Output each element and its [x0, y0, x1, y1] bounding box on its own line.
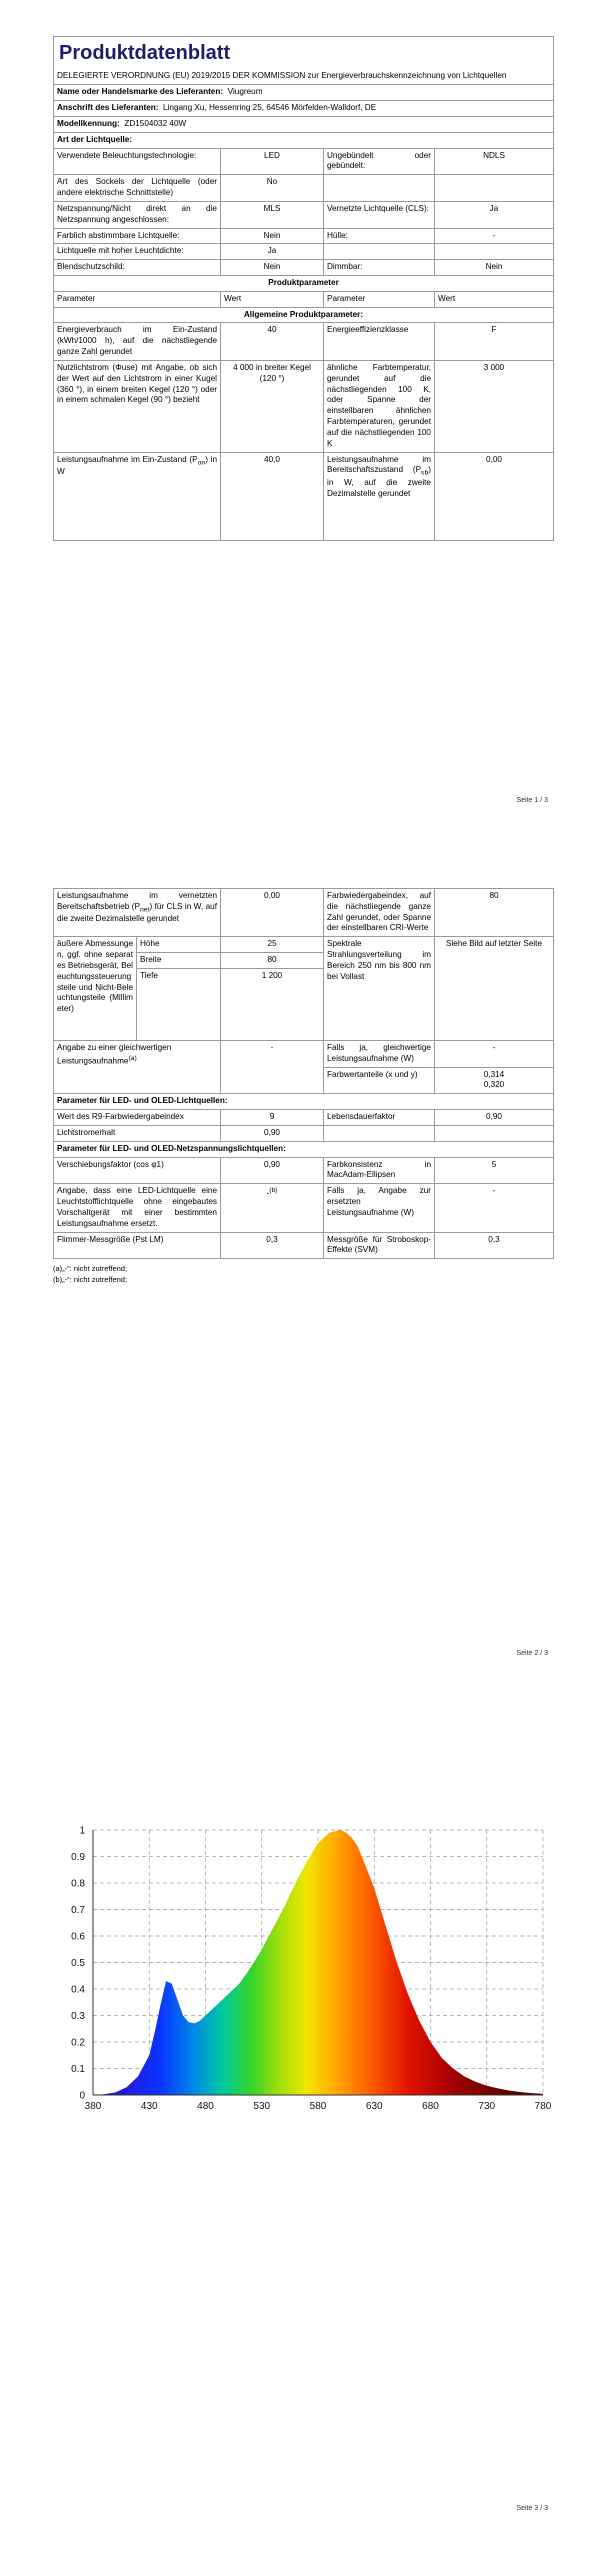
- x-tick-label: 430: [140, 2101, 158, 2112]
- light-source-heading: Art der Lichtquelle:: [54, 132, 554, 148]
- footnote-a: (a)„-“: nicht zutreffend;: [53, 1264, 128, 1274]
- table-row: Angabe zu einer gleichwertigen Leistungsaufnahme$^{(a)}$ - Falls ja, gleichwertige Leistungsaufnahme (W) -: [54, 1040, 554, 1067]
- datasheet-table-1: [53, 36, 554, 541]
- supplier-name: Viugreum: [227, 87, 263, 97]
- table-row: Farbwertanteile (x und y) 0,314 0,320: [54, 1067, 554, 1094]
- supplier-address-row: Anschrift des Lieferanten: Lingang Xu, Hessenring 25, 64546 Mörfelden-Walldorf, DE: [54, 101, 554, 117]
- general-params-heading: Allgemeine Produktparameter:: [54, 307, 554, 323]
- table-row: Flimmer-Messgröße (Pst LM) 0,3 Messgröße für Stroboskop-Effekte (SVM) 0,3: [54, 1232, 554, 1259]
- y-tick-label: 0.9: [71, 1852, 85, 1863]
- table-row: Wert des R9-Farbwiedergabeindex 9 Lebensdauerfaktor 0,90: [54, 1110, 554, 1126]
- y-tick-label: 1: [79, 1825, 85, 1837]
- table-row: Angabe, dass eine LED-Lichtquelle eine Leuchtstofflichtquelle ohne eingebautes Vorschaltgerät mit einer bestimmten Leistungsaufnahme ersetzt. -$^{(b)}$ Falls ja, Angabe zur ersetzten Leistungsaufnahme (W) -: [54, 1184, 554, 1232]
- page-number: Seite 3 / 3: [516, 2505, 548, 2512]
- x-tick-label: 780: [534, 2101, 552, 2112]
- y-tick-label: 0.6: [71, 1931, 85, 1943]
- table-row: Tiefe 1 200: [54, 968, 554, 1040]
- y-tick-label: 0.4: [71, 1984, 85, 1996]
- datasheet-page-2: [53, 888, 553, 1286]
- table-row: Energieverbrauch im Ein-Zustand (kWh/1000 h), auf die nächstliegende ganze Zahl gerundet 40 Energieeffizienzklasse F: [54, 323, 554, 360]
- supplier-name-row: Name oder Handelsmarke des Lieferanten: Viugreum: [54, 85, 554, 101]
- footnote-b: (b)„-“: nicht zutreffend;: [53, 1275, 128, 1285]
- mains-params-heading: Parameter für LED- und OLED-Netzspannungslichtquellen:: [54, 1141, 554, 1157]
- model-row: Modellkennung: ZD1504032 40W: [54, 116, 554, 132]
- y-tick-label: 0: [79, 2090, 85, 2102]
- spectral-chart: [53, 1820, 553, 2130]
- x-tick-label: 680: [422, 2101, 439, 2112]
- x-tick-label: 730: [478, 2101, 496, 2112]
- regulation-text: DELEGIERTE VERORDNUNG (EU) 2019/2015 DER KOMMISSION zur Energieverbrauchskennzeichnung von Lichtquellen: [54, 69, 554, 84]
- page-number: Seite 1 / 3: [516, 797, 548, 804]
- spectrum-area: [93, 1830, 543, 2095]
- dimensions-label: äußere Abmessungen, ggf. ohne separates Betriebsgerät, Beleuchtungssteuerungsteile und Nicht-Beleuchtungsteile (Millimeter): [54, 937, 137, 1041]
- x-tick-label: 530: [253, 2101, 271, 2112]
- y-tick-label: 0.8: [71, 1878, 85, 1890]
- table-row: Art des Sockels der Lichtquelle (oder andere elektrische Schnittstelle) No: [54, 175, 554, 202]
- table-row: Leistungsaufnahme im vernetzten Bereitschaftsbetrieb $(P_{net})$ für CLS in W, auf die zweite Dezimalstelle gerundet 0,00 Farbwiedergabeindex, auf die nächstliegende ganze Zahl gerundet, oder Spanne der einstellbaren CRI-Werte 80: [54, 889, 554, 937]
- page-title: Produktdatenblatt: [54, 37, 554, 70]
- model-id: ZD1504032 40W: [124, 118, 187, 128]
- table-row: Blendschutzschild: Nein Dimmbar: Nein: [54, 260, 554, 276]
- table-row: Nutzlichtstrom (Φuse) mit Angabe, ob sich der Wert auf den Lichtstrom in einer Kugel (360 °), in einem breiten Kegel (120 °) oder in einem schmalen Kegel (90 °) bezieht 4 000 in breiter Kegel (120 °) ähnliche Farbtemperatur, gerundet auf die nächstliegenden 100 K, oder Spanne der einstellbaren ähnlichen Farbtemperaturen, gerundet auf die nächstliegenden 100 K 3 000: [54, 360, 554, 452]
- product-params-heading: Produktparameter: [54, 275, 554, 291]
- y-tick-label: 0.3: [71, 2011, 85, 2022]
- table-row: Lichtstromerhalt 0,90: [54, 1125, 554, 1141]
- table-row: äußere Abmessungen, ggf. ohne separates Betriebsgerät, Beleuchtungssteuerungsteile und Nicht-Beleuchtungsteile (Millimeter) Höhe 25 Spektrale Strahlungsverteilung im Bereich 250 nm bis 800 nm bei Vollast Siehe Bild auf letzter Seite: [54, 937, 554, 953]
- table-row: Verwendete Beleuchtungstechnologie: LED Ungebündelt oder gebündelt: NDLS: [54, 148, 554, 175]
- y-tick-label: 0.1: [71, 2064, 85, 2075]
- column-header-row: Parameter Wert Parameter Wert: [54, 291, 554, 307]
- table-row: Farblich abstimmbare Lichtquelle: Nein Hülle: -: [54, 228, 554, 244]
- page-number: Seite 2 / 3: [516, 1650, 548, 1657]
- table-row: Netzspannung/Nicht direkt an die Netzspannung angeschlossen: MLS Vernetzte Lichtquelle (CLS): Ja: [54, 201, 554, 228]
- spectral-distribution-chart: [53, 1820, 553, 2130]
- table-row: Leistungsaufnahme im Ein-Zustand $(P_{on})$ in W 40,0 Leistungsaufnahme im Bereitschaftszustand $(P_{sb})$ in W, auf die zweite Dezimalstelle gerundet 0,00: [54, 452, 554, 540]
- x-tick-label: 630: [365, 2101, 383, 2112]
- led-params-heading: Parameter für LED- und OLED-Lichtquellen:: [54, 1094, 554, 1110]
- footnotes: [53, 1263, 553, 1286]
- datasheet-page-1: [53, 36, 553, 541]
- y-tick-label: 0.7: [71, 1905, 85, 1916]
- x-tick-label: 580: [309, 2101, 327, 2112]
- table-row: Verschiebungsfaktor (cos φ1) 0,90 Farbkonsistenz in MacAdam-Ellipsen 5: [54, 1157, 554, 1184]
- x-tick-label: 480: [197, 2101, 214, 2112]
- datasheet-table-2: [53, 888, 554, 1259]
- y-tick-label: 0.2: [71, 2037, 85, 2049]
- x-tick-label: 380: [84, 2101, 102, 2112]
- table-row: Breite 80: [54, 953, 554, 969]
- page-1: [0, 0, 603, 850]
- page-2: [0, 850, 603, 1700]
- y-tick-label: 0.5: [71, 1958, 85, 1969]
- table-row: Lichtquelle mit hoher Leuchtdichte: Ja: [54, 244, 554, 260]
- supplier-address: Lingang Xu, Hessenring 25, 64546 Mörfelden-Walldorf, DE: [163, 103, 377, 113]
